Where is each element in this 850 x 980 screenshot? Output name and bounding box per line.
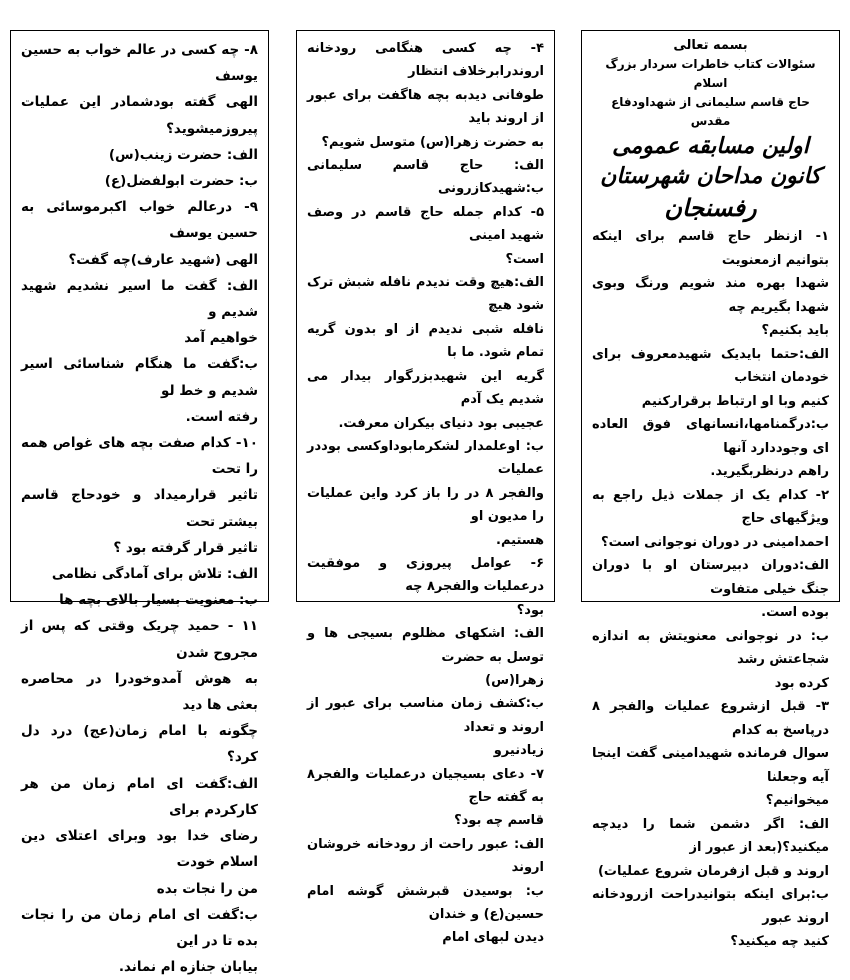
text-line: الف: حاج قاسم سلیمانی ب:شهیدکازرونی: [307, 158, 544, 197]
text-line: هستیم.: [496, 532, 544, 548]
header-line: بسمه تعالی: [673, 38, 748, 53]
text-line: ب:برای اینکه بتوانیدراحت ازرودخانه اروند عبور: [592, 887, 829, 926]
text-line: راهم درنظربگیرید.: [710, 464, 829, 479]
text-line: رضای خدا بود وبرای اعتلای دین اسلام خودت: [21, 828, 258, 871]
text-line: الف:حتما بایدیک شهیدمعروف برای خودمان انتخاب: [592, 346, 829, 385]
text-line: کرده بود: [774, 675, 829, 691]
header-line: سئوالات کتاب خاطرات سردار بزرگ اسلام: [605, 57, 816, 90]
text-line: الف: عبور راحت از رودخانه خروشان اروند: [307, 836, 544, 876]
text-line: کنیم وبا او ارتباط برقرارکنیم: [641, 393, 829, 409]
text-line: ب: بوسیدن قبرشش گوشه امام حسین(ع) و خندان: [307, 883, 544, 923]
text-line: ب: حضرت ابولفضل(ع): [104, 173, 258, 190]
text-line: الف:گفت ای امام زمان من هر کارکردم برای: [21, 775, 258, 818]
text-line: ۲- کدام یک از جملات ذیل راجع به ویژگیهای حاج: [592, 487, 829, 526]
text-line: ب: معنویت بسیار بالای بچه ها: [59, 592, 258, 609]
text-line: میخوانیم؟: [765, 793, 829, 808]
text-line: ۳- قبل ازشروع عملیات والفجر ۸ درپاسخ به کدام: [592, 699, 829, 738]
text-line: اروند و قبل ازفرمان شروع عملیات): [597, 863, 829, 879]
text-line: من را نجات بده: [156, 880, 258, 897]
text-line: الف: اشکهای مظلوم بسیجی ها و توسل به حضرت: [307, 626, 544, 665]
text-line: بیابان جنازه ام نماند.: [118, 959, 258, 976]
text-line: ۷- دعای بسیجیان درعملیات والفجر۸ به گفته حاج: [307, 766, 544, 805]
text-line: زیادنیرو: [493, 743, 544, 759]
text-line: خواهیم آمد: [184, 330, 258, 347]
text-line: ۱- ازنظر حاج قاسم برای اینکه بتوانیم ازمعنویت: [592, 229, 829, 268]
text-line: ب:درگمنامها،انسانهای فوق العاده ای وجوددارد آنها: [592, 417, 829, 456]
text-line: الف:دوران دبیرستان او با دوران جنگ خیلی متفاوت: [592, 558, 829, 597]
text-line: ب: اوعلمدار لشکرمابوداوکسی بوددر عملیات: [307, 438, 544, 478]
text-line: شهدا بهره مند شویم ورنگ وبوی شهدا بگیریم چه: [592, 276, 829, 315]
text-line: رفته است.: [185, 408, 258, 425]
text-line: ب:گفت ما هنگام شناسائی اسیر شدیم و خط لو: [21, 356, 258, 399]
text-line: ب: در نوجوانی معنویتش به اندازه شجاعتش رشد: [592, 628, 829, 667]
text-line: الف:هیچ وقت ندیدم نافله شبش ترک شود هیچ: [307, 275, 544, 314]
text-line: الف: گفت ما اسیر نشدیم شهید شدیم و: [21, 277, 258, 321]
text-line: قاسم چه بود؟: [454, 813, 544, 829]
text-line: ۵- کدام جمله حاج قاسم در وصف شهید امینی: [307, 204, 544, 244]
text-line: والفجر ۸ در را باز کرد واین عملیات را مدیون او: [307, 485, 544, 525]
text-line: باید بکنیم؟: [761, 323, 829, 338]
text-line: زهرا(س): [485, 672, 544, 688]
text-line: طوفانی دیدبه بچه هاگفت برای عبور از اروند باید: [307, 87, 544, 127]
contest-title: اولین مسابقه عمومی: [612, 133, 809, 159]
question-list: [592, 225, 829, 954]
text-line: عجیبی بود دنیای بیکران معرفت.: [338, 415, 544, 431]
question-list: [307, 37, 544, 950]
text-line: سوال فرمانده شهیدامینی گفت اینجا آیه وجعلنا: [592, 746, 829, 785]
header-line: حاج قاسم سلیمانی از شهداودفاع مقدس: [611, 95, 810, 128]
text-line: چگونه با امام زمان(عج) درد دل کرد؟: [21, 723, 258, 766]
contest-title: رفسنجان: [664, 193, 757, 222]
text-line: به هوش آمدوخودرا در محاصره بعثی ها دید: [21, 670, 258, 714]
text-line: تاثیر قرارمیداد و خودحاج قاسم بیشتر تحت: [21, 487, 258, 530]
question-list: [21, 37, 258, 980]
column-middle: [296, 30, 555, 946]
text-line: ۴- چه کسی هنگامی رودخانه اروندرابرخلاف انتظار: [307, 41, 544, 80]
text-line: کنید چه میکنید؟: [730, 934, 829, 949]
text-line: ۶- عوامل پیروزی و موفقیت درعملیات والفجر۸ چه: [307, 555, 544, 595]
text-line: الهی (شهید عارف)چه گفت؟: [68, 251, 258, 268]
text-line: دیدن لبهای امام: [442, 930, 544, 946]
text-line: بوده است.: [761, 605, 829, 620]
text-line: الهی گفته بودشمادر این عملیات پیروزمیشوید؟: [21, 94, 258, 137]
text-line: ب:گفت ای امام زمان من را نجات بده تا در این: [21, 906, 258, 949]
text-line: الف: تلاش برای آمادگی نظامی: [51, 566, 258, 583]
column-right: [581, 30, 840, 949]
text-line: بود؟: [516, 602, 544, 618]
text-line: الف: حضرت زینب(س): [108, 146, 258, 163]
text-line: تاثیر قرار گرفته بود ؟: [113, 539, 258, 556]
column-left: [10, 30, 269, 976]
text-line: گریه این شهیدبزرگوار بیدار می شدیم یک آدم: [307, 368, 544, 408]
text-line: نافله شبی ندیدم از او بدون گریه تمام شود. ما با: [307, 321, 544, 361]
text-line: ۱۱ - حمید چریک وقتی که پس از مجروح شدن: [21, 618, 258, 661]
contest-title: کانون مداحان شهرستان: [600, 163, 821, 189]
text-line: ۸- چه کسی در عالم خواب به حسین یوسف: [21, 42, 258, 85]
text-line: احمدامینی در دوران نوجوانی است؟: [601, 534, 829, 550]
text-line: الف: اگر دشمن شما را دیدچه میکنید؟(بعد از عبور از: [592, 816, 829, 855]
text-line: ۹- درعالم خواب اکبرموسائی به حسین یوسف: [21, 199, 258, 242]
text-line: ب:کشف زمان مناسب برای عبور از اروند و تعداد: [307, 696, 544, 735]
text-line: ۱۰- کدام صفت بچه های غواص همه را تحت: [21, 435, 258, 478]
text-line: به حضرت زهرا(س) متوسل شویم؟: [321, 134, 544, 150]
text-line: است؟: [505, 251, 544, 267]
